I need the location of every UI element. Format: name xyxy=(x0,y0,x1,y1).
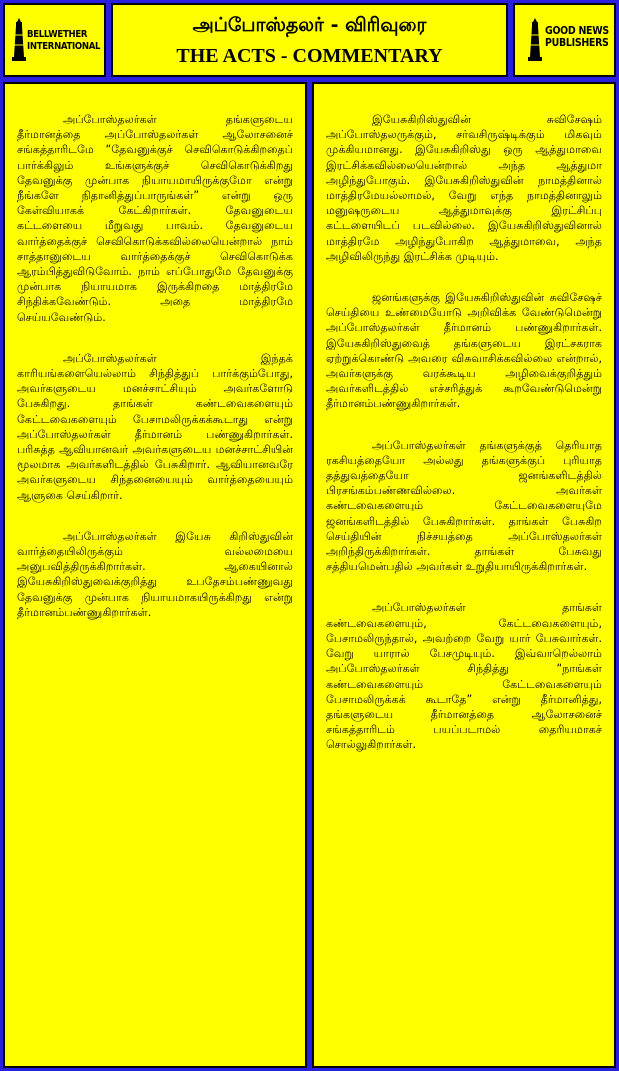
right-column xyxy=(312,82,616,1068)
paragraph: அப்போஸ்தலர்கள் இந்தக் காரியங்களையெல்லாம் சிந்தித்துப் பார்க்கும்போது, அவர்களுடைய மனச்சாட்சியும் அவர்களோடு பேசுகிறது. தாங்கள் கண்டவைகளையும் கேட்டவைகளையும் பேசாமலிருக்கக்கூடாது என்று அப்போஸ்தலர்கள் தீர்மானம் பண்ணுகிறார்கள். பரிசுத்த ஆவியானவர் அவர்களுடைய மனச்சாட்சியின் மூலமாக அவர்களிடத்தில் பேசுகிறார். ஆவியானவரே அவர்களுடைய சிந்தனையையும் வார்த்தையையும் ஆளுகை செய்கிறார். xyxy=(17,351,293,502)
paragraph: ஜனங்களுக்கு இயேசுகிறிஸ்துவின் சுவிசேஷச் செய்தியை உண்மையோடு அறிவிக்க வேண்டுமென்று அப்போஸ்தலர்கள் தீர்மானம் பண்ணுகிறார்கள். இயேசுகிறிஸ்துவைத் தங்களுடைய இரட்சகராக ஏற்றுக்கொண்டு அவரை விசுவாசிக்கவில்லை என்றால், அவர்களுக்கு வரக்கூடிய அழிவைக்குறித்தும் அவர்களிடத்தில் எச்சரித்துக் கூறவேண்டுமென்று தீர்மானம்பண்ணுகிறார்கள். xyxy=(326,291,602,411)
good-news-logo-text: GOOD NEWS PUBLISHERS xyxy=(545,25,609,49)
bellwether-logo-box xyxy=(3,3,106,77)
good-news-logo-box xyxy=(513,3,616,77)
paragraph: அப்போஸ்தலர்கள் தாங்கள் கண்டவைகளையும், கேட்டவைகளையும், பேசாமலிருந்தால், அவற்றை வேறு யார் பேசுவார்கள். வேறு யாரால் பேசமுடியும். இவ்வாறெல்லாம் அப்போஸ்தலர்கள் சிந்தித்து “நாங்கள் கண்டவைகளையும் கேட்டவைகளையும் பேசாமலிருக்கக் கூடாதே” என்று தீர்மானித்து, தங்களுடைய தீர்மானத்தை ஆலோசனைச் சங்கத்தாரிடம் பயப்படாமல் தைரியமாகச் சொல்லுகிறார்கள். xyxy=(326,601,602,752)
page-title-tamil: அப்போஸ்தலர் - விரிவுரை xyxy=(192,14,427,36)
paragraph: இயேசுகிறிஸ்துவின் சுவிசேஷம் அப்போஸ்தலருக்கும், சர்வசிருஷ்டிக்கும் மிகவும் முக்கியமானது. இயேசுகிறிஸ்து ஒரு ஆத்துமாவை இரட்சிக்கவில்லையென்றால் அந்த ஆத்துமா அழிந்துபோகும். இயேசுகிறிஸ்துவின் நாமத்தினால் மாத்திரமேயல்லாமல், வேறு எந்த நாமத்தினாலும் மனுஷருடைய ஆத்துமாவுக்கு இரட்சிப்பு கட்டளையிடப் படவில்லை. இயேசுகிறிஸ்துவினால் மாத்திரமே அழிந்துபோகிற ஆத்துமாவை, அந்த அழிவிலிருந்து இரட்சிக்க முடியும். xyxy=(326,113,602,263)
good-news-logo xyxy=(527,15,617,69)
lighthouse-icon xyxy=(527,17,543,63)
paragraph: அப்போஸ்தலர்கள் தங்களுடைய தீர்மானத்தை அப்போஸ்தலர்கள் ஆலோசனைச் சங்கத்தாரிடமே “தேவனுக்குச் செவிகொடுக்கிறதைப் பார்க்கிலும் உங்களுக்குச் செவிகொடுக்கிறது தேவனுக்கு முன்பாக நியாயமாயிருக்குமோ என்று நீங்களே நிதானித்துப்பாருங்கள்” என்று ஒரு கேள்வியாகக் கேட்கிறார்கள். தேவனுடைய கட்டளையை மீறுவது பாவம். தேவனுடைய வார்த்தைக்குச் செவிகொடுக்கவில்லையென்றால் நாம் சாத்தானுடைய வார்த்தைக்குச் செவிகொடுக்க ஆரம்பித்துவிடுவோம். நாம் எப்போதுமே தேவனுக்கு முன்பாக நியாயமாக இருக்கிறதை மாத்திரமே சிந்திக்கவேண்டும். அதை மாத்திரமே செய்யவேண்டும். xyxy=(17,113,293,324)
page-title-english: THE ACTS - COMMENTARY xyxy=(176,45,443,67)
left-column xyxy=(3,82,307,1068)
bellwether-logo-text: BELLWETHER INTERNATIONAL xyxy=(27,29,101,52)
paragraph: அப்போஸ்தலர்கள் தங்களுக்குத் தெரியாத ரகசியத்தையோ அல்லது தங்களுக்குப் புரியாத தத்துவத்தையோ ஜனங்களிடத்தில் பிரசங்கம்பண்ணவில்லை. அவர்கள் கண்டவைகளையும் கேட்டவைகளையுமே ஜனங்களிடத்தில் பேசுகிறார்கள். தாங்கள் பேசுகிற செய்தியின் நிச்சயத்தை அப்போஸ்தலர்கள் அறிந்திருக்கிறார்கள். தாங்கள் பேசுவது சத்தியமென்பதில் அவர்கள் உறுதியாயிருக்கிறார்கள். xyxy=(326,438,602,574)
lighthouse-icon xyxy=(11,17,27,63)
title-box xyxy=(111,3,508,77)
paragraph: அப்போஸ்தலர்கள் இயேசு கிறிஸ்துவின் வார்த்தையிலிருக்கும் வல்லமையை அனுபவித்திருக்கிறார்கள். ஆகையினால் இயேசுகிறிஸ்துவைக்குறித்து உபதேசம்பண்ணுவது தேவனுக்கு முன்பாக நியாயமாகயிருக்கிறது என்று தீர்மானம்பண்ணுகிறார்கள். xyxy=(17,529,293,619)
bellwether-logo xyxy=(11,15,101,69)
